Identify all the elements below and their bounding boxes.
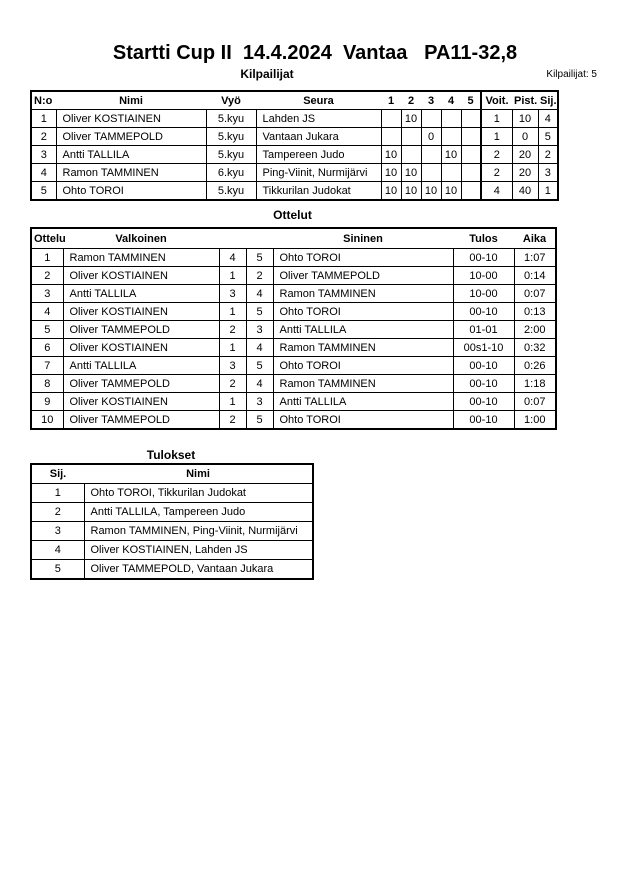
cell-r2: 10 [401,110,421,128]
cell-white-name: Oliver KOSTIAINEN [63,303,219,321]
cell-r3 [421,164,441,182]
cell-r2 [401,146,421,164]
table-row [31,375,556,393]
cell-r1 [381,110,401,128]
cell-white-name: Oliver KOSTIAINEN [63,393,219,411]
col-header-sij: Sij. [538,91,558,110]
cell-aika: 1:07 [514,249,556,267]
cell-seura: Vantaan Jukara [256,128,381,146]
cell-r3: 10 [421,182,441,201]
cell-aika: 0:07 [514,285,556,303]
cell-pist: 20 [512,164,538,182]
cell-r1: 10 [381,146,401,164]
cell-blue-no: 3 [246,321,273,339]
cell-voit: 2 [481,164,512,182]
cell-r5 [461,182,481,201]
col-header-tulos: Tulos [453,228,514,249]
page-title: Startti Cup II 14.4.2024 Vantaa PA11-32,8 [112,42,518,64]
cell-white-no: 1 [219,267,246,285]
table-row [31,411,556,430]
cell-nimi: Oliver KOSTIAINEN [56,110,206,128]
cell-tulos: 10-00 [453,285,514,303]
cell-r3 [421,110,441,128]
cell-tulos: 00-10 [453,303,514,321]
cell-pist: 20 [512,146,538,164]
table-row [31,560,313,580]
cell-blue-no: 5 [246,249,273,267]
cell-match-no: 3 [31,285,63,303]
cell-r2 [401,128,421,146]
cell-white-name: Antti TALLILA [63,285,219,303]
col-header-aika: Aika [514,228,556,249]
col-header-no: N:o [31,91,56,110]
cell-sij: 4 [31,541,84,560]
cell-blue-name: Ohto TOROI [273,411,453,430]
cell-blue-no: 2 [246,267,273,285]
cell-aika: 1:18 [514,375,556,393]
cell-r2: 10 [401,164,421,182]
cell-white-no: 2 [219,411,246,430]
cell-white-no: 1 [219,339,246,357]
cell-r3 [421,146,441,164]
cell-nimi: Antti TALLILA [56,146,206,164]
cell-tulos: 00-10 [453,393,514,411]
cell-sij: 1 [538,182,558,201]
cell-no: 2 [31,128,56,146]
cell-aika: 2:00 [514,321,556,339]
cell-aika: 0:07 [514,393,556,411]
tulokset-table [30,463,314,580]
cell-nimi: Oliver TAMMEPOLD, Vantaan Jukara [84,560,313,580]
cell-r4 [441,128,461,146]
section-title-kilpailijat: Kilpailijat [240,67,294,81]
cell-pist: 10 [512,110,538,128]
cell-r1: 10 [381,164,401,182]
cell-no: 3 [31,146,56,164]
cell-nimi: Antti TALLILA, Tampereen Judo [84,503,313,522]
ottelut-header-row [31,228,556,249]
cell-vyo: 5.kyu [206,182,256,201]
cell-blue-no: 4 [246,375,273,393]
cell-match-no: 10 [31,411,63,430]
ottelut-table [30,227,557,430]
col-header-voit: Voit. [481,91,512,110]
cell-r1 [381,128,401,146]
cell-nimi: Ramon TAMMINEN [56,164,206,182]
cell-nimi: Ramon TAMMINEN, Ping-Viinit, Nurmijärvi [84,522,313,541]
cell-vyo: 5.kyu [206,146,256,164]
table-row [31,110,558,128]
col-header-white-no [219,228,246,249]
cell-blue-no: 5 [246,357,273,375]
cell-r5 [461,128,481,146]
cell-r1: 10 [381,182,401,201]
cell-aika: 0:13 [514,303,556,321]
cell-match-no: 6 [31,339,63,357]
cell-no: 1 [31,110,56,128]
cell-seura: Ping-Viinit, Nurmijärvi [256,164,381,182]
table-row [31,164,558,182]
kilpailijat-table [30,90,559,201]
cell-no: 4 [31,164,56,182]
cell-white-name: Ramon TAMMINEN [63,249,219,267]
cell-seura: Tikkurilan Judokat [256,182,381,201]
table-row [31,303,556,321]
cell-white-no: 1 [219,303,246,321]
col-header-sininen: Sininen [273,228,453,249]
col-header-seura: Seura [256,91,381,110]
cell-pist: 0 [512,128,538,146]
cell-aika: 0:26 [514,357,556,375]
cell-blue-name: Oliver TAMMEPOLD [273,267,453,285]
cell-blue-name: Ohto TOROI [273,357,453,375]
cell-blue-name: Ramon TAMMINEN [273,339,453,357]
col-header-blue-no [246,228,273,249]
cell-aika: 1:00 [514,411,556,430]
tulokset-header-row [31,464,313,484]
table-row [31,321,556,339]
col-header-3: 3 [421,91,441,110]
cell-sij: 4 [538,110,558,128]
cell-voit: 1 [481,110,512,128]
cell-nimi: Ohto TOROI [56,182,206,201]
cell-blue-name: Antti TALLILA [273,321,453,339]
cell-vyo: 6.kyu [206,164,256,182]
col-header-1: 1 [381,91,401,110]
col-header-vyo: Vyö [206,91,256,110]
cell-tulos: 01-01 [453,321,514,339]
cell-blue-name: Ohto TOROI [273,249,453,267]
cell-sij: 5 [538,128,558,146]
cell-r5 [461,164,481,182]
cell-voit: 2 [481,146,512,164]
table-row [31,128,558,146]
cell-white-no: 4 [219,249,246,267]
cell-tulos: 00-10 [453,249,514,267]
cell-nimi: Oliver KOSTIAINEN, Lahden JS [84,541,313,560]
cell-tulos: 00s1-10 [453,339,514,357]
cell-aika: 0:14 [514,267,556,285]
cell-seura: Tampereen Judo [256,146,381,164]
cell-white-no: 2 [219,375,246,393]
col-header-nimi: Nimi [84,464,313,484]
cell-match-no: 9 [31,393,63,411]
cell-vyo: 5.kyu [206,110,256,128]
cell-white-name: Antti TALLILA [63,357,219,375]
cell-sij: 5 [31,560,84,580]
table-row [31,541,313,560]
cell-blue-name: Ramon TAMMINEN [273,375,453,393]
cell-white-name: Oliver KOSTIAINEN [63,267,219,285]
table-row [31,146,558,164]
col-header-4: 4 [441,91,461,110]
table-row [31,393,556,411]
cell-tulos: 00-10 [453,375,514,393]
cell-aika: 0:32 [514,339,556,357]
cell-pist: 40 [512,182,538,201]
cell-sij: 3 [31,522,84,541]
cell-blue-no: 4 [246,339,273,357]
table-row [31,339,556,357]
cell-tulos: 10-00 [453,267,514,285]
table-row [31,285,556,303]
kilpailijat-header-row [31,91,558,110]
cell-match-no: 8 [31,375,63,393]
cell-r4 [441,110,461,128]
table-row [31,522,313,541]
cell-white-name: Oliver TAMMEPOLD [63,321,219,339]
col-header-nimi: Nimi [56,91,206,110]
cell-match-no: 5 [31,321,63,339]
cell-white-no: 3 [219,285,246,303]
cell-tulos: 00-10 [453,357,514,375]
cell-r5 [461,146,481,164]
cell-match-no: 2 [31,267,63,285]
table-row [31,182,558,201]
table-row [31,503,313,522]
cell-blue-name: Antti TALLILA [273,393,453,411]
cell-nimi: Ohto TOROI, Tikkurilan Judokat [84,484,313,503]
cell-white-name: Oliver KOSTIAINEN [63,339,219,357]
cell-white-name: Oliver TAMMEPOLD [63,411,219,430]
cell-seura: Lahden JS [256,110,381,128]
col-header-pist: Pist. [512,91,538,110]
col-header-ottelu: Ottelu [31,228,63,249]
cell-tulos: 00-10 [453,411,514,430]
cell-blue-name: Ramon TAMMINEN [273,285,453,303]
cell-blue-no: 5 [246,411,273,430]
col-header-2: 2 [401,91,421,110]
section-title-ottelut: Ottelut [273,208,312,222]
cell-white-no: 2 [219,321,246,339]
cell-r4: 10 [441,146,461,164]
cell-match-no: 4 [31,303,63,321]
col-header-5: 5 [461,91,481,110]
cell-white-name: Oliver TAMMEPOLD [63,375,219,393]
cell-blue-no: 4 [246,285,273,303]
col-header-sij: Sij. [31,464,84,484]
cell-vyo: 5.kyu [206,128,256,146]
table-row [31,249,556,267]
col-header-valkoinen: Valkoinen [63,228,219,249]
cell-blue-name: Ohto TOROI [273,303,453,321]
table-row [31,357,556,375]
cell-voit: 1 [481,128,512,146]
table-row [31,484,313,503]
cell-blue-no: 5 [246,303,273,321]
cell-voit: 4 [481,182,512,201]
cell-blue-no: 3 [246,393,273,411]
section-title-tulokset: Tulokset [146,448,196,462]
table-row [31,267,556,285]
competitors-count: Kilpailijat: 5 [546,69,597,80]
cell-sij: 1 [31,484,84,503]
cell-sij: 3 [538,164,558,182]
cell-r3: 0 [421,128,441,146]
cell-no: 5 [31,182,56,201]
cell-nimi: Oliver TAMMEPOLD [56,128,206,146]
cell-sij: 2 [538,146,558,164]
cell-r5 [461,110,481,128]
cell-sij: 2 [31,503,84,522]
cell-match-no: 7 [31,357,63,375]
cell-r4 [441,164,461,182]
cell-match-no: 1 [31,249,63,267]
cell-r2: 10 [401,182,421,201]
cell-white-no: 1 [219,393,246,411]
cell-r4: 10 [441,182,461,201]
cell-white-no: 3 [219,357,246,375]
